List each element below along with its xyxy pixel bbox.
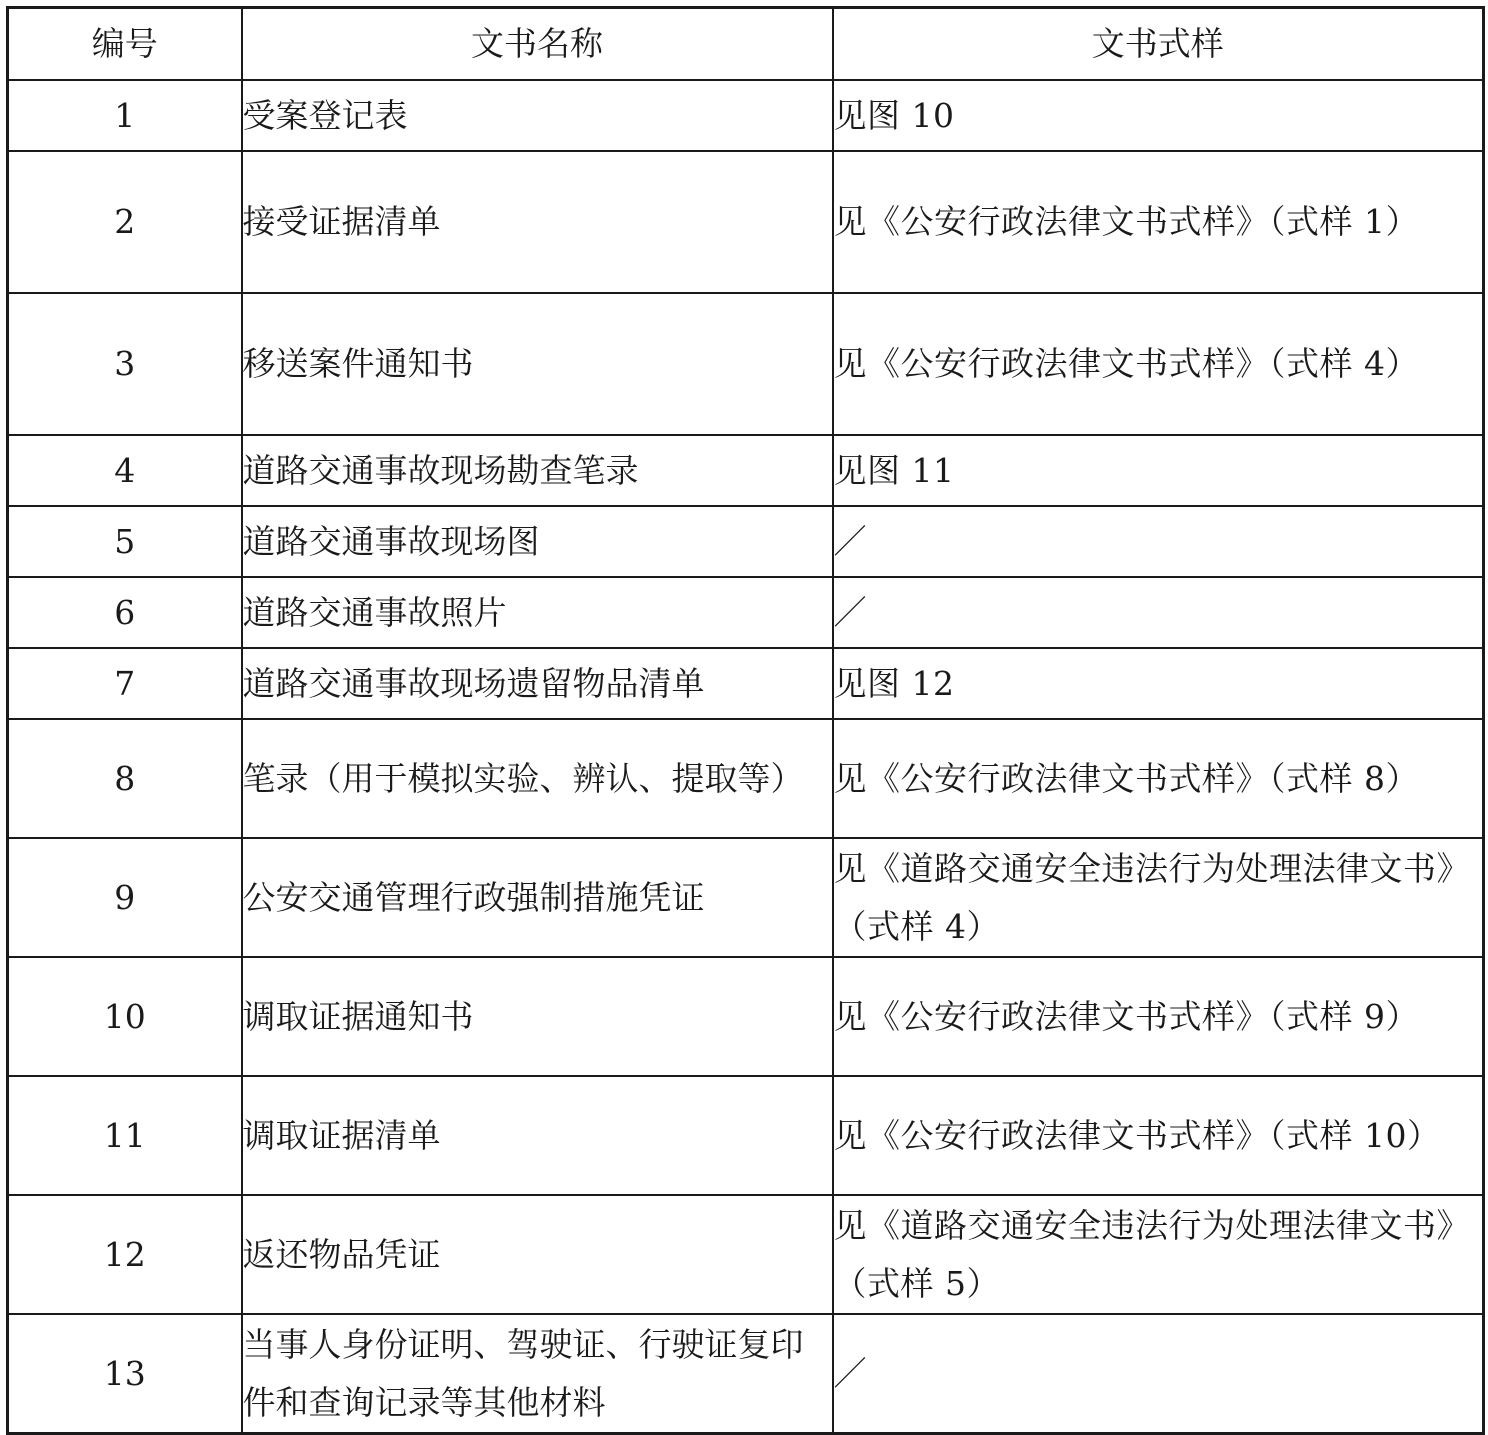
table-row	[8, 1076, 1484, 1195]
row-template: ／	[833, 1314, 1484, 1434]
table-row	[8, 435, 1484, 506]
row-document-name: 调取证据通知书	[242, 957, 833, 1076]
row-document-name: 公安交通管理行政强制措施凭证	[242, 838, 833, 957]
header-template: 文书式样	[833, 8, 1484, 81]
row-document-name: 接受证据清单	[242, 151, 833, 293]
row-number: 3	[8, 293, 242, 435]
row-template: ／	[833, 577, 1484, 648]
row-template: 见《公安行政法律文书式样》（式样 10）	[833, 1076, 1484, 1195]
row-template: 见图 12	[833, 648, 1484, 719]
row-number: 7	[8, 648, 242, 719]
row-number: 10	[8, 957, 242, 1076]
row-number: 8	[8, 719, 242, 838]
document-list-table	[6, 6, 1485, 1435]
row-template: 见图 10	[833, 80, 1484, 151]
row-document-name: 笔录（用于模拟实验、辨认、提取等）	[242, 719, 833, 838]
row-template: 见《公安行政法律文书式样》（式样 4）	[833, 293, 1484, 435]
row-number: 4	[8, 435, 242, 506]
header-number: 编号	[8, 8, 242, 81]
header-name: 文书名称	[242, 8, 833, 81]
table-row	[8, 1314, 1484, 1434]
row-template: 见《公安行政法律文书式样》（式样 9）	[833, 957, 1484, 1076]
table-row	[8, 648, 1484, 719]
row-document-name: 道路交通事故现场图	[242, 506, 833, 577]
row-document-name: 道路交通事故现场遗留物品清单	[242, 648, 833, 719]
row-document-name: 道路交通事故现场勘查笔录	[242, 435, 833, 506]
row-number: 6	[8, 577, 242, 648]
table-row	[8, 577, 1484, 648]
row-template: 见《公安行政法律文书式样》（式样 8）	[833, 719, 1484, 838]
table-row	[8, 293, 1484, 435]
table-row	[8, 838, 1484, 957]
table-row	[8, 957, 1484, 1076]
table-header-row	[8, 8, 1484, 81]
table-row	[8, 506, 1484, 577]
row-document-name: 移送案件通知书	[242, 293, 833, 435]
row-number: 2	[8, 151, 242, 293]
row-template: 见《公安行政法律文书式样》（式样 1）	[833, 151, 1484, 293]
row-number: 13	[8, 1314, 242, 1434]
row-template: 见《道路交通安全违法行为处理法律文书》（式样 5）	[833, 1195, 1484, 1314]
row-document-name: 调取证据清单	[242, 1076, 833, 1195]
row-template: 见《道路交通安全违法行为处理法律文书》（式样 4）	[833, 838, 1484, 957]
row-document-name: 道路交通事故照片	[242, 577, 833, 648]
row-number: 9	[8, 838, 242, 957]
row-document-name: 当事人身份证明、驾驶证、行驶证复印件和查询记录等其他材料	[242, 1314, 833, 1434]
row-document-name: 受案登记表	[242, 80, 833, 151]
row-number: 5	[8, 506, 242, 577]
row-document-name: 返还物品凭证	[242, 1195, 833, 1314]
row-number: 11	[8, 1076, 242, 1195]
table-row	[8, 80, 1484, 151]
table-row	[8, 719, 1484, 838]
row-template: ／	[833, 506, 1484, 577]
table-row	[8, 1195, 1484, 1314]
table-row	[8, 151, 1484, 293]
row-template: 见图 11	[833, 435, 1484, 506]
row-number: 12	[8, 1195, 242, 1314]
row-number: 1	[8, 80, 242, 151]
